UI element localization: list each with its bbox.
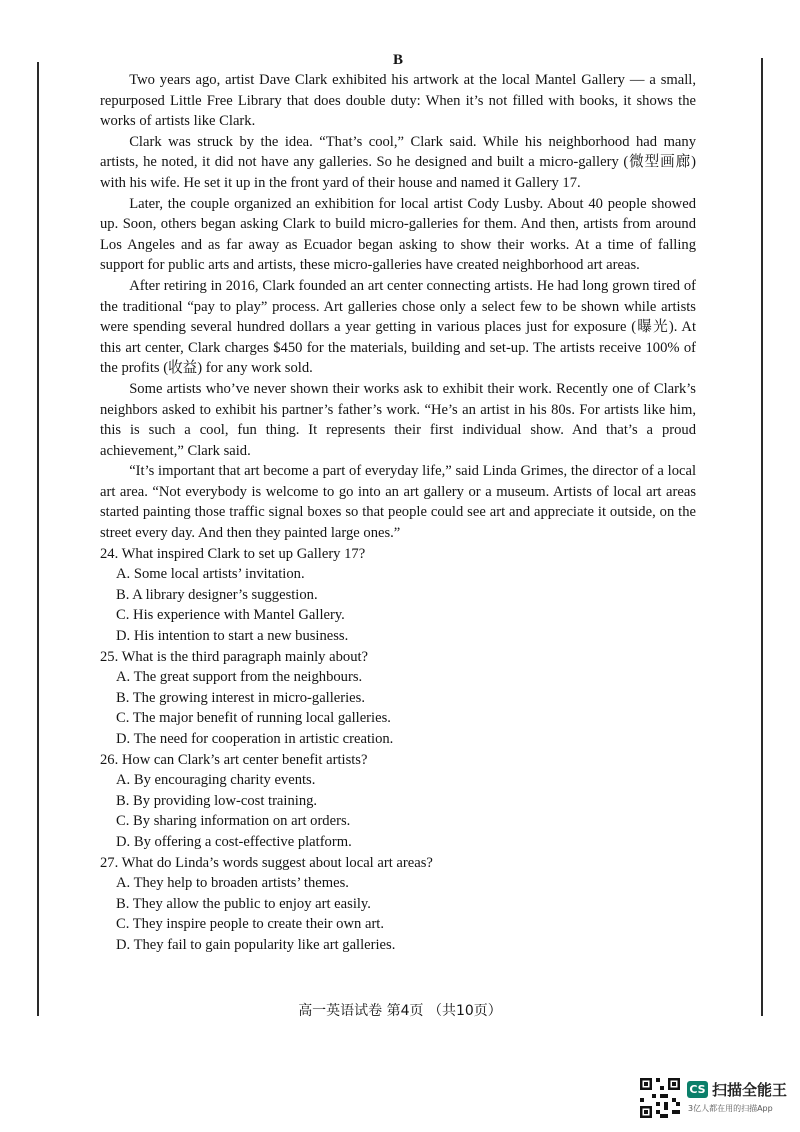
- watermark-title: 扫描全能王: [712, 1081, 788, 1099]
- question-stem: 26. How can Clark’s art center benefit artists?: [100, 751, 368, 768]
- passage-paragraph: Clark was struck by the idea. “That’s cool,” Clark said. While his neighborhood had many artists, he noted, it did not have any galleries. So he designed and built a micro-gallery (微型画廊) with his wife. He set it up in the front yard of their house and named it Gallery 17.: [100, 133, 696, 191]
- left-margin-line: [37, 62, 39, 1016]
- page-footer: 高一英语试卷 第4页 （共10页）: [298, 1003, 502, 1019]
- passage-paragraph: “It’s important that art become a part of everyday life,” said Linda Grimes, the director of a local art area. “Not everybody is welcome to go into an art gallery or a museum. Artists of local art areas started painting those traffic signal boxes so that people could see art and appreciate it outside, on the street every day. And then they painted large ones.”: [100, 463, 696, 542]
- option-a: A. The great support from the neighbours.: [116, 669, 363, 686]
- question-24: [100, 544, 696, 647]
- question-list: [100, 544, 696, 956]
- option-c: C. His experience with Mantel Gallery.: [116, 607, 345, 624]
- option-d: D. They fail to gain popularity like art galleries.: [116, 936, 396, 953]
- option-d: D. By offering a cost-effective platform.: [116, 833, 352, 850]
- right-margin-line: [761, 58, 763, 1016]
- passage-paragraph: Later, the couple organized an exhibition for local artist Cody Lusby. About 40 people showed up. Soon, others began asking Clark to build micro-galleries for them. And then, artists from around Los Angeles and as far away as Ecuador began asking to show their works. At a time of falling support for public arts and artists, these micro-galleries have created neighborhood art areas.: [100, 195, 696, 274]
- exam-page: [100, 50, 696, 956]
- option-a: A. They help to broaden artists’ themes.: [116, 875, 349, 892]
- passage-paragraph: Some artists who’ve never shown their works ask to exhibit their work. Recently one of Clark’s neighbors asked to exhibit his partner’s father’s work. “He’s an artist in his 80s. For artists like him, this is such a cool, fun thing. It represents their first individual show. And that’s a proud achievement,” Clark said.: [100, 380, 696, 459]
- qr-code-icon: [640, 1078, 680, 1118]
- reading-passage: [100, 70, 696, 544]
- option-c: C. They inspire people to create their own art.: [116, 916, 385, 933]
- option-b: B. They allow the public to enjoy art easily.: [116, 895, 371, 912]
- passage-paragraph: After retiring in 2016, Clark founded an art center connecting artists. He had long grown tired of the traditional “pay to play” process. Art galleries chose only a select few to be shown while artists were spending several hundred dollars a year getting in various places just for exposure (曝光). At this art center, Clark charges $450 for the materials, building and set-up. The artists receive 100% of the profits (收益) for any work sold.: [100, 277, 696, 377]
- question-stem: 27. What do Linda’s words suggest about local art areas?: [100, 854, 433, 871]
- watermark-subtitle: 3亿人都在用的扫描App: [688, 1104, 773, 1113]
- camscanner-logo-icon: CS: [687, 1081, 708, 1098]
- scanner-watermark: [640, 1078, 790, 1122]
- option-d: D. His intention to start a new business.: [116, 628, 349, 645]
- passage-paragraph: Two years ago, artist Dave Clark exhibited his artwork at the local Mantel Gallery — a small, repurposed Little Free Library that does double duty: When it’s not filled with books, it shows the works of artists like Clark.: [100, 72, 696, 130]
- section-letter: B: [392, 52, 403, 68]
- option-b: B. By providing low-cost training.: [116, 792, 318, 809]
- question-stem: 25. What is the third paragraph mainly about?: [100, 648, 369, 665]
- option-c: C. By sharing information on art orders.: [116, 813, 351, 830]
- option-a: A. By encouraging charity events.: [116, 772, 316, 789]
- option-b: B. A library designer’s suggestion.: [116, 586, 318, 603]
- option-a: A. Some local artists’ invitation.: [116, 566, 305, 583]
- question-stem: 24. What inspired Clark to set up Gallery 17?: [100, 545, 366, 562]
- question-25: [100, 647, 696, 750]
- option-b: B. The growing interest in micro-galleries.: [116, 689, 365, 706]
- option-d: D. The need for cooperation in artistic creation.: [116, 731, 394, 747]
- question-27: [100, 853, 696, 956]
- question-26: [100, 750, 696, 853]
- option-c: C. The major benefit of running local galleries.: [116, 710, 391, 727]
